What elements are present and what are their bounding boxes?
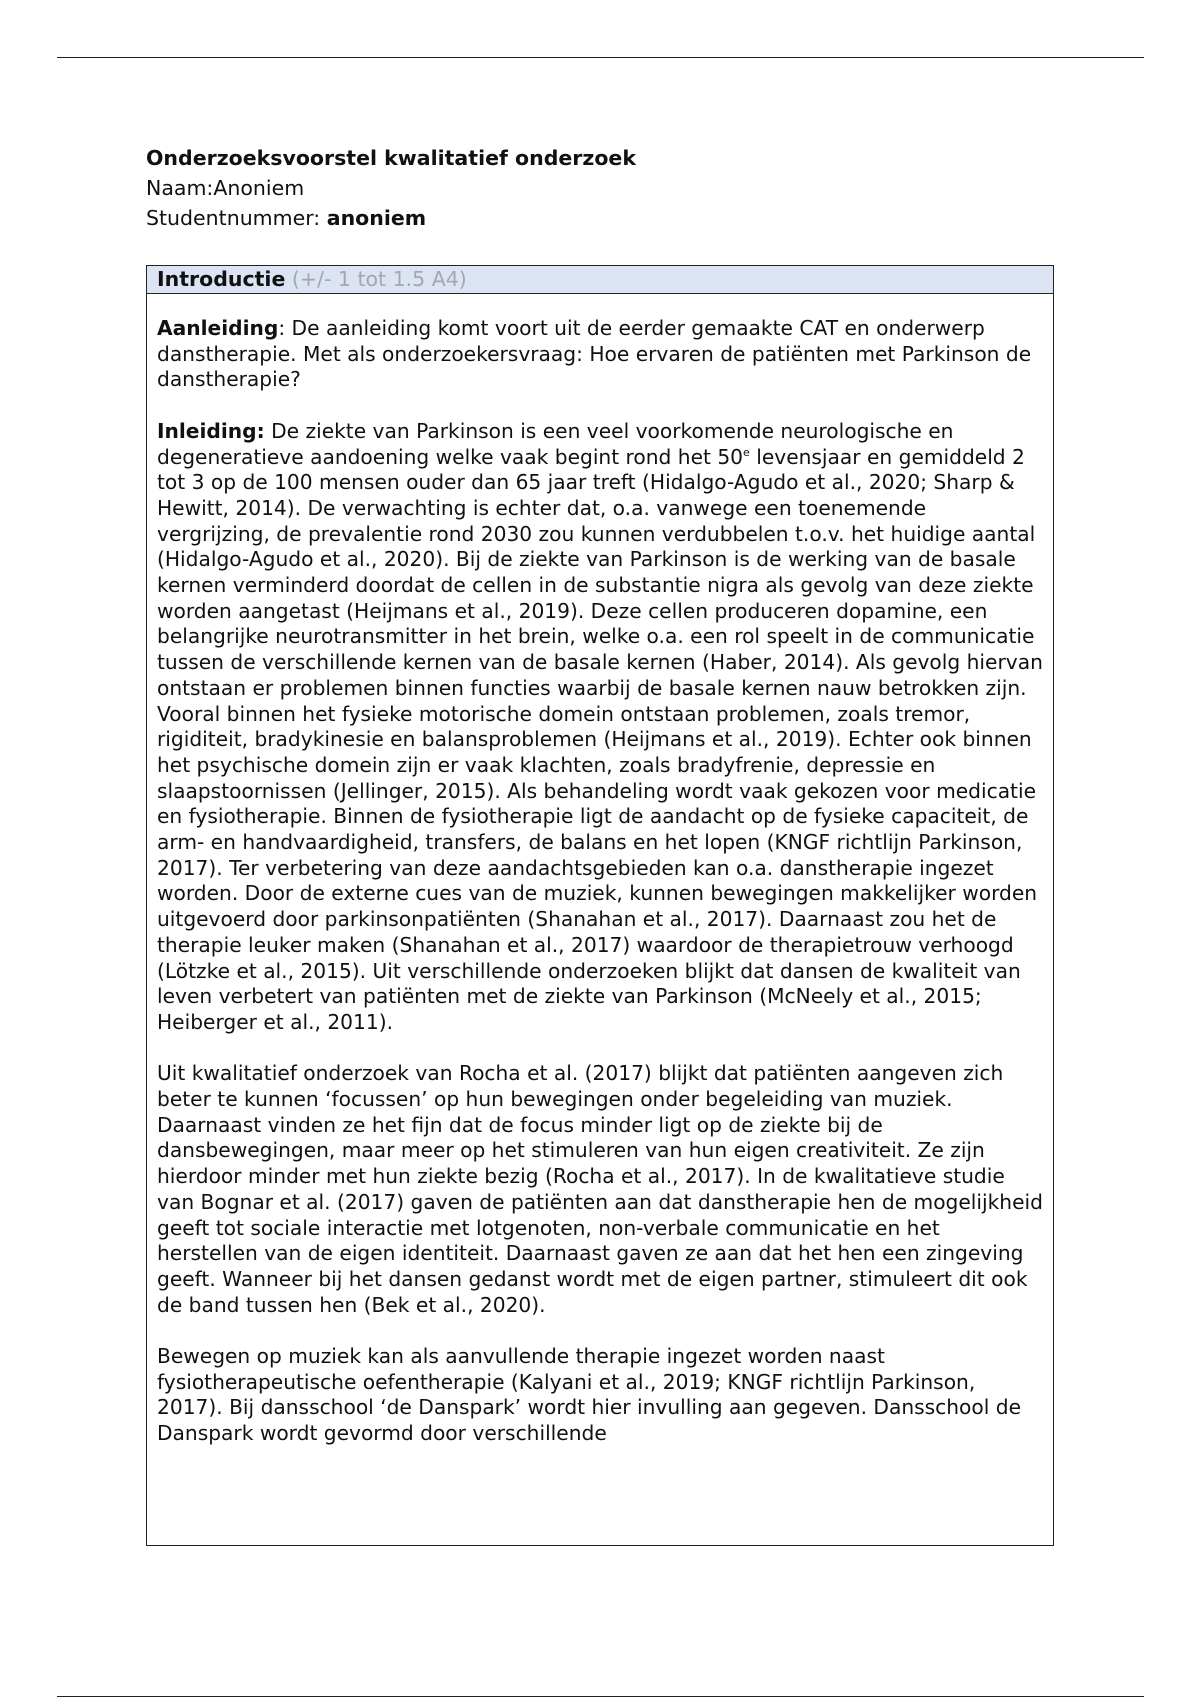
inleiding-label: Inleiding: — [157, 418, 265, 443]
paragraph-qualitative-research: Uit kwalitatief onderzoek van Rocha et al. (2017) blijkt dat patiënten aangeven zich beter te kunnen ‘focussen’ op hun bewegingen onder begeleiding van muziek. Daarnaast vinden ze het fijn dat de focus minder ligt op de ziekte bij de dansbewegingen, maar meer op het stimuleren van hun eigen creativiteit. Ze zijn hierdoor minder met hun ziekte bezig (Rocha et al., 2017). In de kwalitatieve studie van Bognar et al. (2017) gaven de patiënten aan dat danstherapie hen de mogelijkheid geeft tot sociale interactie met lotgenoten, non-verbale communicatie en het herstellen van de eigen identiteit. Daarnaast gaven ze aan dat het hen een zingeving geeft. Wanneer bij het dansen gedanst wordt met de eigen partner, stimuleert dit ook de band tussen hen (Bek et al., 2020). — [157, 1061, 1043, 1317]
introduction-body — [147, 294, 1053, 1447]
paragraph-music-therapy: Bewegen op muziek kan als aanvullende therapie ingezet worden naast fysiotherapeutische oefentherapie (Kalyani et al., 2019; KNGF richtlijn Parkinson, 2017). Bij dansschool ‘de Danspark’ wordt hier invulling aan gegeven. Dansschool de Danspark wordt gevormd door verschillende — [157, 1344, 1022, 1446]
document-header — [146, 143, 636, 233]
footer-rule — [57, 1696, 1144, 1697]
inleiding-text-2: levensjaar en gemiddeld 2 tot 3 op de 100 mensen ouder dan 65 jaar treft (Hidalgo-Agudo et al., 2020; Sharp & Hewitt, 2014). De verwachting is echter dat, o.a. vanwege een toenemende vergrijzing, de prevalentie rond 2030 zou kunnen verdubbelen t.o.v. het huidige aantal (Hidalgo-Agudo et al., 2020). Bij de ziekte van Parkinson is de werking van de basale kernen verminderd doordat de cellen in de substantie nigra als gevolg van deze ziekte worden aangetast (Heijmans et al., 2019). Deze cellen produceren dopamine, een belangrijke neurotransmitter in het brein, welke o.a. een rol speelt in de communicatie tussen de verschillende kernen van de basale kernen (Haber, 2014). Als gevolg hiervan ontstaan er problemen binnen functies waarbij de basale kernen nauw betrokken zijn. Vooral binnen het fysieke motorische domein ontstaan problemen, zoals tremor, rigiditeit, bradykinesie en balansproblemen (Heijmans et al., 2019). Echter ook binnen het psychische domein zijn er vaak klachten, zoals bradyfrenie, depressie en slaapstoornissen (Jellinger, 2015). Als behandeling wordt vaak gekozen voor medicatie en fysiotherapie. Binnen de fysiotherapie ligt de aandacht op de fysieke capaciteit, de arm- en handvaardigheid, transfers, de balans en het lopen (KNGF richtlijn Parkinson, 2017). Ter verbetering van deze aandachtsgebieden kan o.a. danstherapie ingezet worden. Door de externe cues van de muziek, kunnen bewegingen makkelijker worden uitgevoerd door parkinsonpatiënten (Shanahan et al., 2017). Daarnaast zou het de therapie leuker maken (Shanahan et al., 2017) waardoor de therapietrouw verhoogd (Lötzke et al., 2015). Uit verschillende onderzoeken blijkt dat dansen de kwaliteit van leven verbetert van patiënten met de ziekte van Parkinson (McNeely et al., 2015; Heiberger et al., 2011). — [157, 444, 1043, 1034]
student-number-value: anoniem — [326, 206, 427, 230]
aanleiding-label: Aanleiding — [157, 316, 279, 340]
name-line: Naam:Anoniem — [146, 176, 305, 200]
student-number-line — [146, 203, 636, 233]
introduction-heading-bar — [147, 266, 1053, 294]
paragraph-aanleiding — [157, 316, 1043, 393]
paragraph-inleiding — [157, 419, 1043, 1036]
introduction-heading: Introductie — [157, 267, 286, 291]
header-rule — [57, 57, 1144, 58]
student-number-label: Studentnummer: — [146, 206, 321, 230]
introduction-box — [146, 265, 1054, 1546]
aanleiding-text: : De aanleiding komt voort uit de eerder gemaakte CAT en onderwerp danstherapie. Met als onderzoekersvraag: Hoe ervaren de patiënten met Parkinson de danstherapie? — [157, 316, 1032, 392]
inleiding-text-1: De ziekte van Parkinson is een veel voorkomende neurologische en degeneratieve aandoening welke vaak begint rond het 50 — [157, 418, 954, 469]
length-hint: (+/- 1 tot 1.5 A4) — [291, 267, 467, 291]
document-title: Onderzoeksvoorstel kwalitatief onderzoek — [146, 146, 636, 170]
inleiding-superscript: e — [743, 445, 750, 459]
